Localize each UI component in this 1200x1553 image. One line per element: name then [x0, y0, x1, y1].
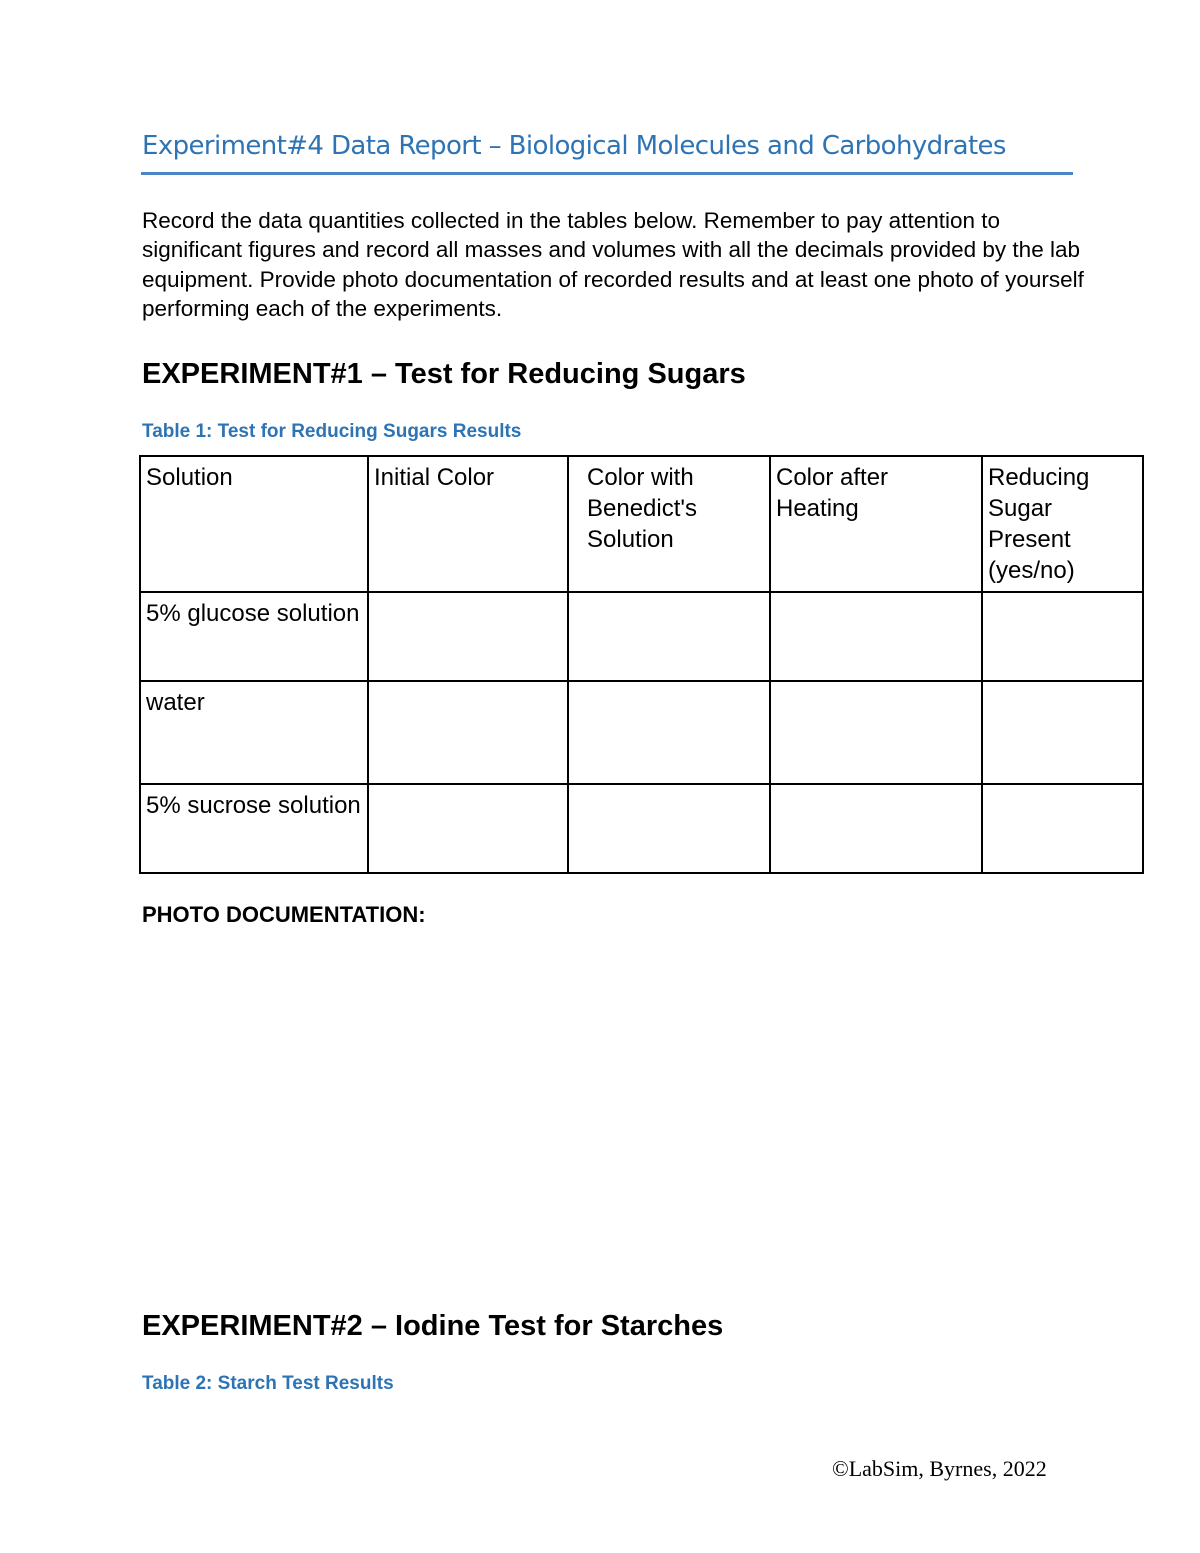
table-cell[interactable]: [368, 784, 568, 873]
header-reducing-sugar-present: Reducing Sugar Present (yes/no): [982, 456, 1143, 592]
title-rule: [141, 172, 1073, 175]
table1-caption: Table 1: Test for Reducing Sugars Results: [142, 421, 522, 442]
row-solution-cell: water: [140, 681, 368, 784]
table2-caption: Table 2: Starch Test Results: [142, 1373, 394, 1394]
table-cell[interactable]: [982, 784, 1143, 873]
table-cell[interactable]: [770, 681, 982, 784]
header-initial-color: Initial Color: [368, 456, 568, 592]
table-cell[interactable]: [770, 592, 982, 681]
table-cell[interactable]: [770, 784, 982, 873]
reducing-sugars-table: [139, 455, 1144, 874]
experiment2-heading: EXPERIMENT#2 – Iodine Test for Starches: [142, 1310, 724, 1342]
table-cell[interactable]: [982, 592, 1143, 681]
table-row: [140, 784, 1143, 873]
header-color-with-benedicts: Color with Benedict's Solution: [568, 456, 770, 592]
table-cell[interactable]: [368, 681, 568, 784]
table-row: [140, 681, 1143, 784]
header-solution: Solution: [140, 456, 368, 592]
table-cell[interactable]: [568, 784, 770, 873]
copyright-footer: ©LabSim, Byrnes, 2022: [832, 1456, 1047, 1481]
intro-paragraph: Record the data quantities collected in the tables below. Remember to pay attention to significant figures and record all masses and volumes with all the decimals provided by the lab equipment. Provide photo documentation of recorded results and at least one photo of yourself performing each of the experiments.: [142, 208, 1084, 322]
page-title: Experiment#4 Data Report – Biological Molecules and Carbohydrates: [142, 131, 1006, 161]
row-solution-cell: 5% sucrose solution: [140, 784, 368, 873]
table-cell[interactable]: [568, 592, 770, 681]
experiment1-heading: EXPERIMENT#1 – Test for Reducing Sugars: [142, 358, 746, 390]
table-cell[interactable]: [982, 681, 1143, 784]
table-cell[interactable]: [568, 681, 770, 784]
table-header-row: [140, 456, 1143, 592]
photo-documentation-label: PHOTO DOCUMENTATION:: [142, 902, 426, 927]
row-solution-cell: 5% glucose solution: [140, 592, 368, 681]
header-color-after-heating: Color after Heating: [770, 456, 982, 592]
table-cell[interactable]: [368, 592, 568, 681]
table-row: [140, 592, 1143, 681]
